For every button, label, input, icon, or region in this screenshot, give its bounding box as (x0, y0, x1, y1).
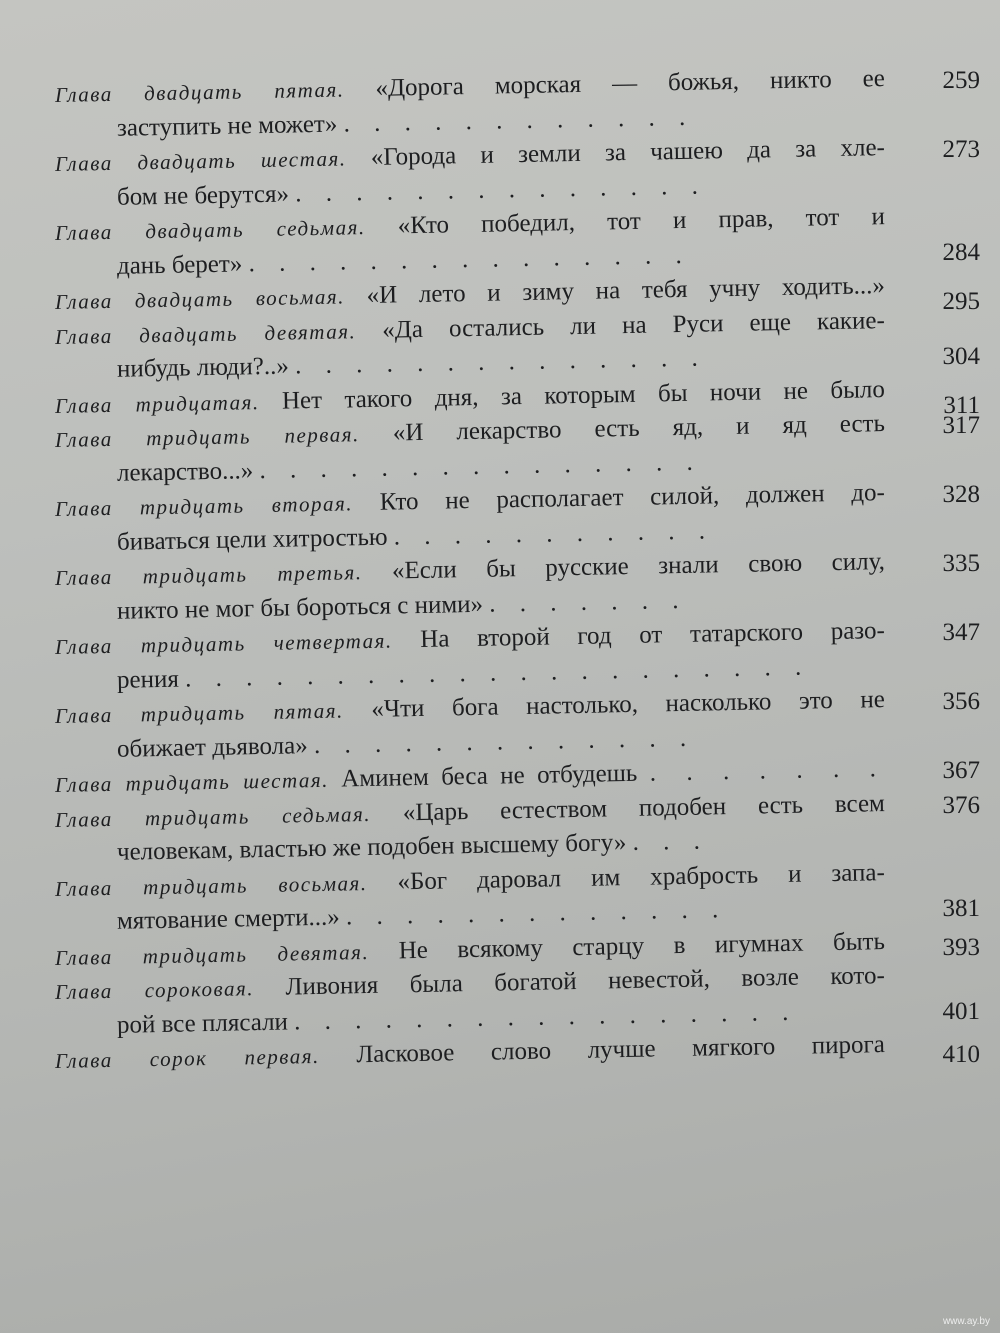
leader-dots: . . . . . . . . . . . . . . (294, 171, 708, 207)
page-number: 284 (942, 239, 980, 266)
chapter-title: Нет такого дня, за которым бы ночи не было (281, 375, 886, 415)
page-number: 393 (942, 933, 980, 961)
chapter-title: Ласковое слово лучше мягкого пирога (356, 1031, 886, 1069)
chapter-title-cont: обижает дьявола» (116, 731, 308, 763)
page-number: 317 (942, 412, 980, 439)
page-number: 356 (942, 688, 980, 715)
chapter-label: Глава сорок первая. (54, 1043, 320, 1073)
page-number: 367 (942, 757, 980, 784)
page-number: 311 (943, 391, 980, 419)
chapter-label: Глава тридцать третья. (54, 560, 363, 590)
chapter-label: Глава сороковая. (54, 976, 255, 1004)
chapter-label: Глава двадцать восьмая. (54, 284, 346, 314)
leader-dots: . . . . . . . . . . . . . (345, 896, 728, 931)
chapter-title: «Чти бога настолько, насколько это не (371, 686, 886, 723)
chapter-title-cont: биваться цели хитростью (116, 523, 388, 556)
leader-dots: . . . . . . . . . . . . . . . (248, 241, 691, 277)
page-number: 347 (942, 619, 980, 646)
leader-dots: . . . . . . . . . . . . . (313, 724, 696, 759)
chapter-title-cont: бом не берутся» (116, 180, 290, 211)
chapter-label: Глава двадцать седьмая. (54, 215, 366, 245)
chapter-title: Кто не располагает силой, должен до- (379, 479, 886, 516)
page-number: 401 (942, 998, 980, 1025)
chapter-title-cont: дань берет» (116, 249, 243, 280)
chapter-label: Глава тридцать вторая. (54, 491, 354, 521)
chapter-title: Аминем беса не отбудешь (341, 759, 638, 793)
leader-dots: . . . . . . . . . . . . . . . . . (293, 998, 798, 1035)
page-number: 304 (942, 342, 980, 370)
leader-dots: . . . . . . . . . . . . . . . . . . . . . (184, 653, 811, 692)
chapter-label: Глава тридцать седьмая. (54, 801, 372, 832)
leader-dots: . . . . . . . (489, 586, 688, 618)
leader-dots: . . . . . . . . . . . . . . (294, 344, 708, 380)
chapter-label: Глава тридцатая. (54, 389, 260, 418)
page-number: 381 (942, 894, 980, 922)
chapter-title: Ливония была богатой невестой, возле кото- (285, 962, 886, 1001)
page-number: 335 (942, 550, 980, 577)
chapter-label: Глава двадцать пятая. (54, 77, 345, 107)
leader-dots: . . . . . . . . . . . (393, 516, 715, 550)
leader-dots: . . . (632, 827, 710, 856)
chapter-label: Глава тридцать шестая. (54, 767, 330, 797)
page-number: 295 (942, 288, 980, 315)
page-number: 328 (942, 481, 980, 508)
watermark: www.ay.by (942, 1316, 990, 1327)
chapter-title: «Если бы русские знали свою силу, (391, 548, 886, 585)
chapter-title-cont: лекарство...» (116, 456, 254, 487)
chapter-title-cont: заступить не может» (116, 110, 338, 142)
chapter-title: «Царь естеством подобен есть всем (402, 789, 886, 826)
table-of-contents (54, 65, 980, 1079)
chapter-title: «Кто победил, тот и прав, тот и (397, 203, 886, 240)
chapter-title: «Города и земли за чашею да за хле- (370, 134, 886, 171)
chapter-title: Не всякому старцу в игумнах быть (398, 927, 886, 964)
page-number: 259 (942, 67, 980, 94)
chapter-label: Глава двадцать девятая. (54, 318, 357, 349)
chapter-title-cont: рой все плясали (116, 1008, 289, 1039)
chapter-title: «И лето и зиму на тебя учну ходить...» (366, 272, 886, 310)
chapter-title: «Да остались ли на Руси еще какие- (382, 306, 886, 344)
chapter-label: Глава тридцать четвертая. (54, 628, 393, 659)
page-number: 273 (942, 136, 980, 163)
chapter-title: «Дорога морская — божья, никто ее (375, 65, 886, 102)
chapter-label: Глава тридцать пятая. (54, 698, 345, 728)
chapter-title-cont: рения (116, 665, 180, 694)
chapter-label: Глава тридцать девятая. (54, 939, 370, 970)
chapter-title-cont: никто не мог бы бороться с ними» (116, 590, 484, 625)
leader-dots: . . . . . . . . . . . . (343, 103, 695, 137)
chapter-title-cont: человекам, властью же подобен высшему богу» (116, 829, 627, 866)
leader-dots: . . . . . . . . . . . . . . . (259, 448, 702, 484)
chapter-label: Глава тридцать восьмая. (54, 870, 368, 901)
chapter-label: Глава тридцать первая. (54, 422, 361, 452)
page-number: 376 (942, 791, 980, 819)
chapter-title: «Бог даровал им храбрость и запа- (397, 858, 886, 895)
chapter-title-cont: мятование смерти...» (116, 903, 341, 935)
leader-dots: . . . . . . . (649, 755, 886, 787)
chapter-label: Глава двадцать шестая. (54, 146, 347, 176)
chapter-title: «И лекарство есть яд, и яд есть (392, 410, 886, 447)
toc-entry (54, 1031, 980, 1079)
chapter-title: На второй год от татарского разо- (420, 617, 886, 653)
page-number: 410 (942, 1041, 980, 1068)
chapter-title-cont: нибудь люди?..» (116, 352, 290, 383)
